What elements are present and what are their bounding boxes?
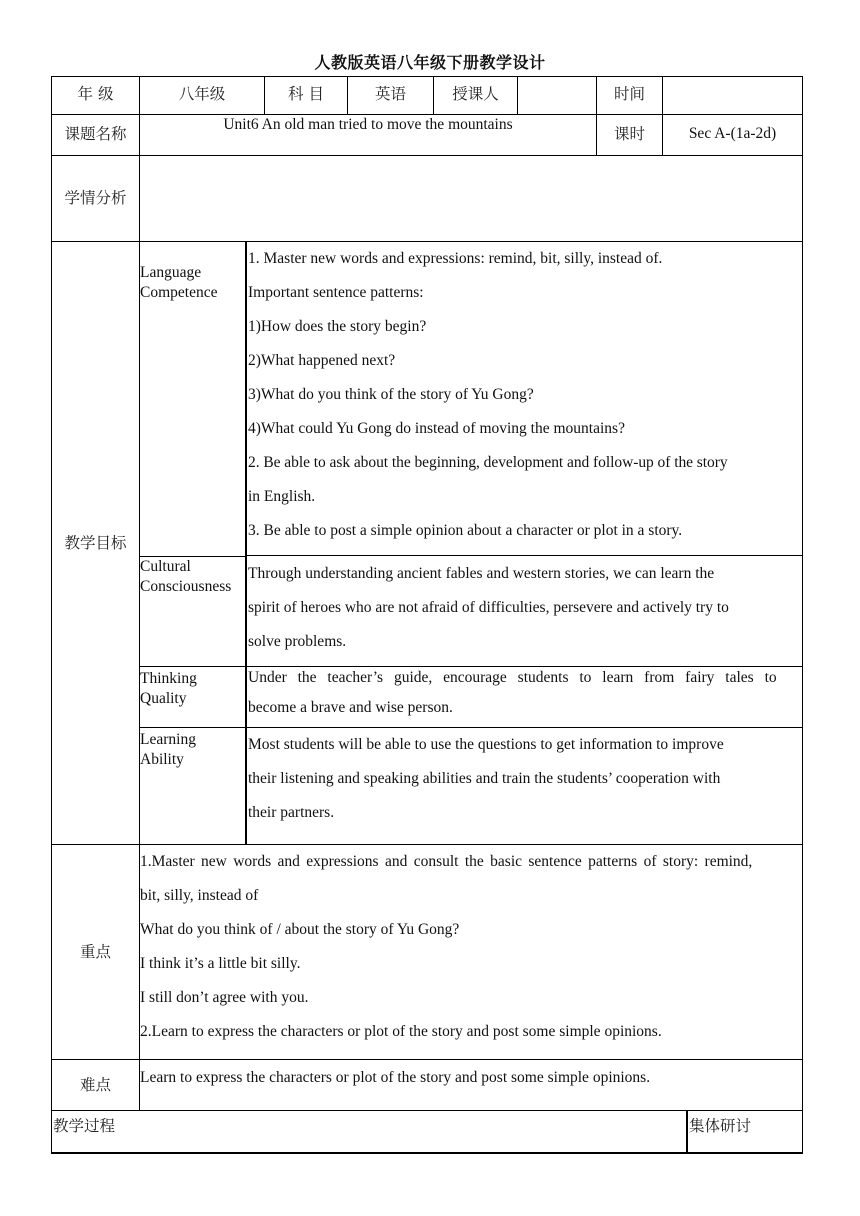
objective-text-learning [248,728,802,830]
subject-label: 科 目 [288,85,324,103]
objective-text-cultural [248,557,802,659]
objective-name-learning: Learning Ability [140,731,196,768]
text-line: I still don’t agree with you. [140,989,309,1006]
text-line: bit, silly, instead of [140,887,259,904]
learner-analysis-value [141,181,801,215]
teacher-value [518,77,596,114]
text-line: 3)What do you think of the story of Yu Gong? [248,386,534,403]
subject-value: 英语 [374,85,406,103]
text-line: Under the teacher’s guide, encourage students to learn from fairy tales to [248,669,777,686]
text-line: 2)What happened next? [248,352,396,369]
topic-label: 课题名称 [64,125,127,143]
text-line: 1.Master new words and expressions and consult the basic sentence patterns of story: remind, [140,853,753,870]
text-line: Important sentence patterns: [248,284,424,301]
text-line: become a brave and wise person. [248,699,453,716]
objective-name-cultural: Cultural Consciousness [140,558,232,595]
text-line: 2.Learn to express the characters or plot of the story and post some simple opinions. [140,1023,662,1040]
text-line: What do you think of / about the story of Yu Gong? [140,921,460,938]
text-line: Through understanding ancient fables and western stories, we can learn the [248,565,715,582]
text-line: solve problems. [248,633,347,650]
objective-text-thinking [248,663,802,723]
period-value: Sec A-(1a-2d) [688,125,777,142]
topic-value: Unit6 An old man tried to move the mountains [223,116,513,133]
period-label: 课时 [613,125,645,143]
grade-value: 八年级 [178,85,226,103]
text-line: 1)How does the story begin? [248,318,427,335]
key-points-text [140,845,803,1049]
text-line: 1. Master new words and expressions: remind, bit, silly, instead of. [248,250,663,267]
objective-text-language [248,242,802,548]
grade-label: 年 级 [77,85,114,103]
difficulties-label: 难点 [79,1076,111,1094]
text-line: 3. Be able to post a simple opinion about a character or plot in a story. [248,522,683,539]
learner-analysis-label: 学情分析 [64,189,127,207]
teacher-label: 授课人 [452,85,499,103]
text-line: I think it’s a little bit silly. [140,955,301,972]
text-line: their partners. [248,804,335,821]
text-line: in English. [248,488,316,505]
difficulties-text: Learn to express the characters or plot of the story and post some simple opinions. [140,1069,651,1086]
page-title: 人教版英语八年级下册教学设计 [314,53,546,72]
key-points-label: 重点 [79,943,111,961]
text-line: 4)What could Yu Gong do instead of moving the mountains? [248,420,625,437]
discussion-label: 集体研讨 [689,1117,752,1135]
text-line: spirit of heroes who are not afraid of difficulties, persevere and actively try to [248,599,729,616]
objective-name-thinking: Thinking Quality [140,670,197,707]
text-line: their listening and speaking abilities and train the students’ cooperation with [248,770,721,787]
time-label: 时间 [613,85,645,103]
objectives-label: 教学目标 [64,534,127,552]
process-label: 教学过程 [53,1117,116,1135]
time-value [663,77,802,114]
text-line: 2. Be able to ask about the beginning, development and follow-up of the story [248,454,728,471]
text-line: Most students will be able to use the questions to get information to improve [248,736,724,753]
objective-name-language: Language Competence [140,264,218,301]
